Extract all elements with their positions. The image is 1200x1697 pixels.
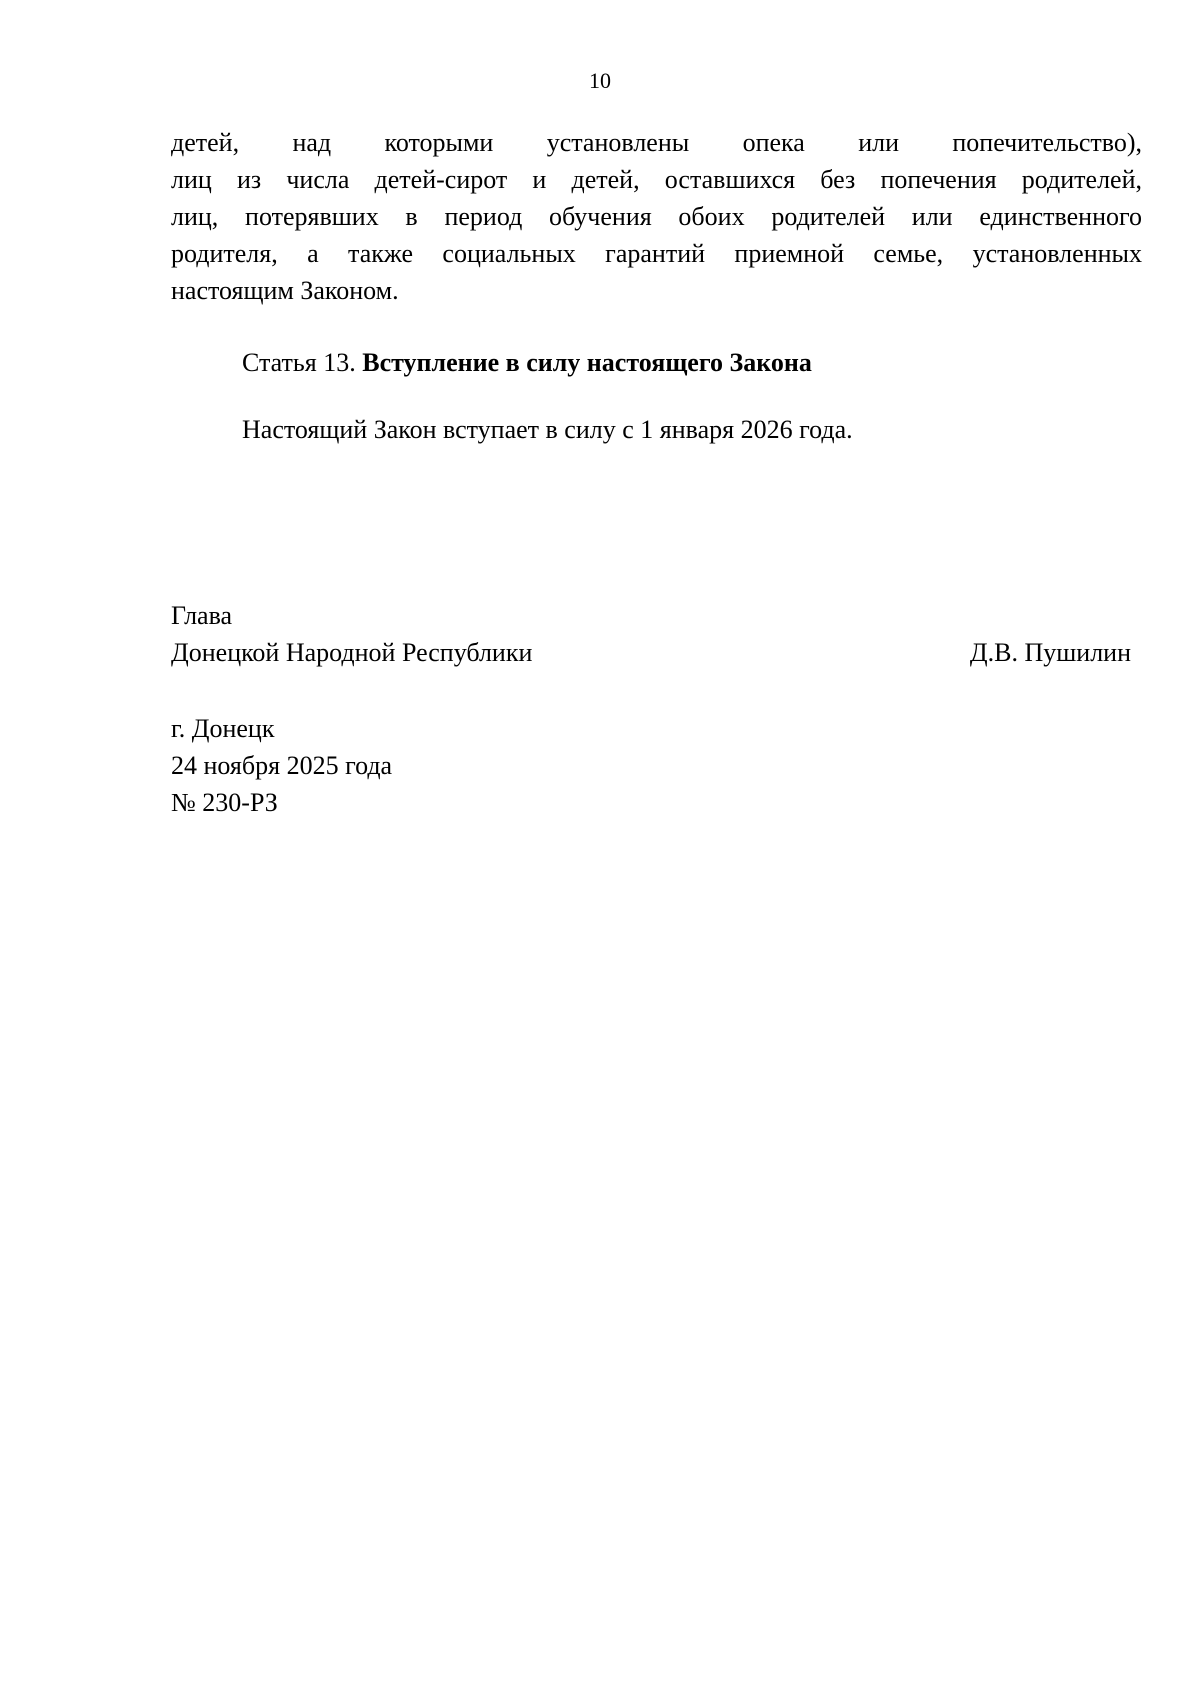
article-title: Вступление в силу настоящего Закона <box>362 348 812 377</box>
article-prefix: Статья 13. <box>242 348 356 377</box>
page-number: 10 <box>589 68 611 93</box>
footer-city: г. Донецк <box>171 714 275 743</box>
body-line-1: детей, над которыми установлены опека или попечительство), <box>171 128 1142 157</box>
body-line-4: родителя, а также социальных гарантий приемной семье, установленных <box>171 239 1142 268</box>
signature-position-line2: Донецкой Народной Республики <box>171 638 533 667</box>
signature-position-line1: Глава <box>171 601 233 630</box>
signatory-name: Д.В. Пушилин <box>969 638 1131 667</box>
signature-row <box>171 634 1131 671</box>
article-text: Настоящий Закон вступает в силу с 1 января 2026 года. <box>242 415 853 444</box>
body-paragraph <box>171 124 1142 309</box>
body-line-5: настоящим Законом. <box>171 276 399 305</box>
footer-law-number: № 230-РЗ <box>171 788 278 817</box>
body-line-2: лиц из числа детей-сирот и детей, оставшихся без попечения родителей, <box>171 165 1142 194</box>
article-heading <box>242 344 812 381</box>
signature-block <box>171 597 1131 671</box>
footer-date: 24 ноября 2025 года <box>171 751 393 780</box>
document-footer <box>171 710 392 821</box>
body-line-3: лиц, потерявших в период обучения обоих родителей или единственного <box>171 202 1142 231</box>
